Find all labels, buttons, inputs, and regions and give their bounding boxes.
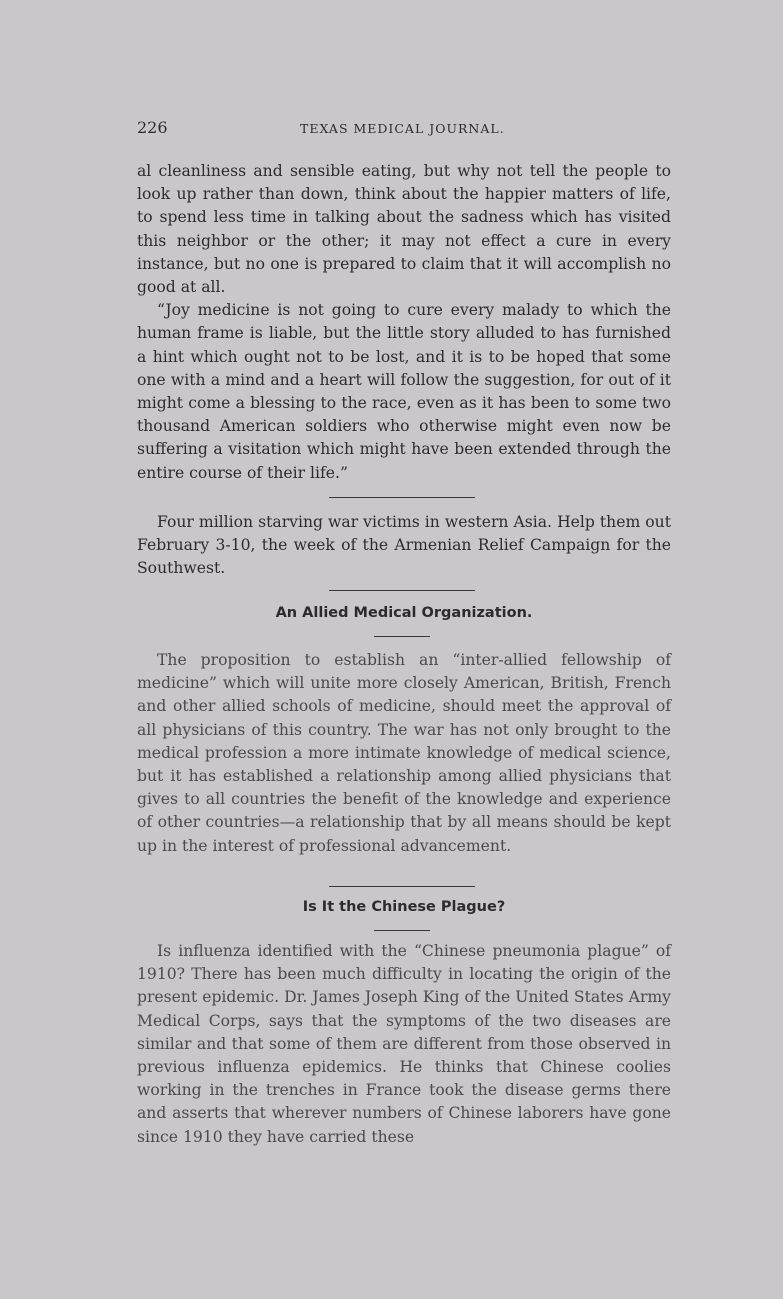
- article-paragraph: The proposition to establish an “inter-allied fellowship of medicine” which will unite more closely American, British, French and other allied schools of medicine, should meet the approval of all physicians of this country. The war has not only brought to the medical profession a more intimate knowledge of medical science, but it has established a relationship among allied physicians that gives to all countries the benefit of the knowledge and experience of other countries—a relationship that by all means should be kept up in the interest of professional advancement.: [137, 651, 671, 855]
- paragraph-continued: al cleanliness and sensible eating, but why not tell the people to look up rather than down, think about the happier matters of life, to spend less time in talking about the sadness which has visited this neighbor or the other; it may not effect a cure in every instance, but no one is prepared to claim that it will accomplish no good at all.: [137, 162, 671, 297]
- article-paragraph: Is influenza identified with the “Chinese pneumonia plague” of 1910? There has been much difficulty in locating the origin of the present epidemic. Dr. James Joseph King of the United States Army Medical Corps, says that the symptoms of the two diseases are similar and that some of them are different from those observed in previous influenza epidemics. He thinks that Chinese coolies working in the trenches in France took the disease germs there and asserts that wherever numbers of Chinese laborers have gone since 1910 they have carried these: [137, 942, 671, 1146]
- journal-title: TEXAS MEDICAL JOURNAL.: [300, 121, 505, 136]
- article-body: [137, 649, 671, 858]
- section-divider: [329, 590, 475, 591]
- heading-underline: [374, 636, 430, 637]
- section-divider: [329, 886, 475, 887]
- page-number: 226: [137, 118, 168, 137]
- section-divider: [329, 497, 475, 498]
- heading-underline: [374, 930, 430, 931]
- relief-appeal: [137, 511, 671, 581]
- article-heading: Is It the Chinese Plague?: [302, 899, 506, 915]
- article-heading: An Allied Medical Organization.: [275, 605, 533, 621]
- appeal-paragraph: Four million starving war victims in western Asia. Help them out February 3-10, the week of the Armenian Relief Campaign for the Southwest.: [137, 513, 671, 578]
- paragraph-joy-medicine: “Joy medicine is not going to cure every malady to which the human frame is liable, but the little story alluded to has furnished a hint which ought not to be lost, and it is to be hoped that some one with a mind and a heart will follow the suggestion, for out of it might come a blessing to the race, even as it has been to some two thousand American soldiers who otherwise might even now be suffering a visitation which might have been extended through the entire course of their life.”: [137, 301, 671, 482]
- article-body: [137, 940, 671, 1149]
- continued-article: [137, 160, 671, 485]
- page-header: [137, 118, 671, 142]
